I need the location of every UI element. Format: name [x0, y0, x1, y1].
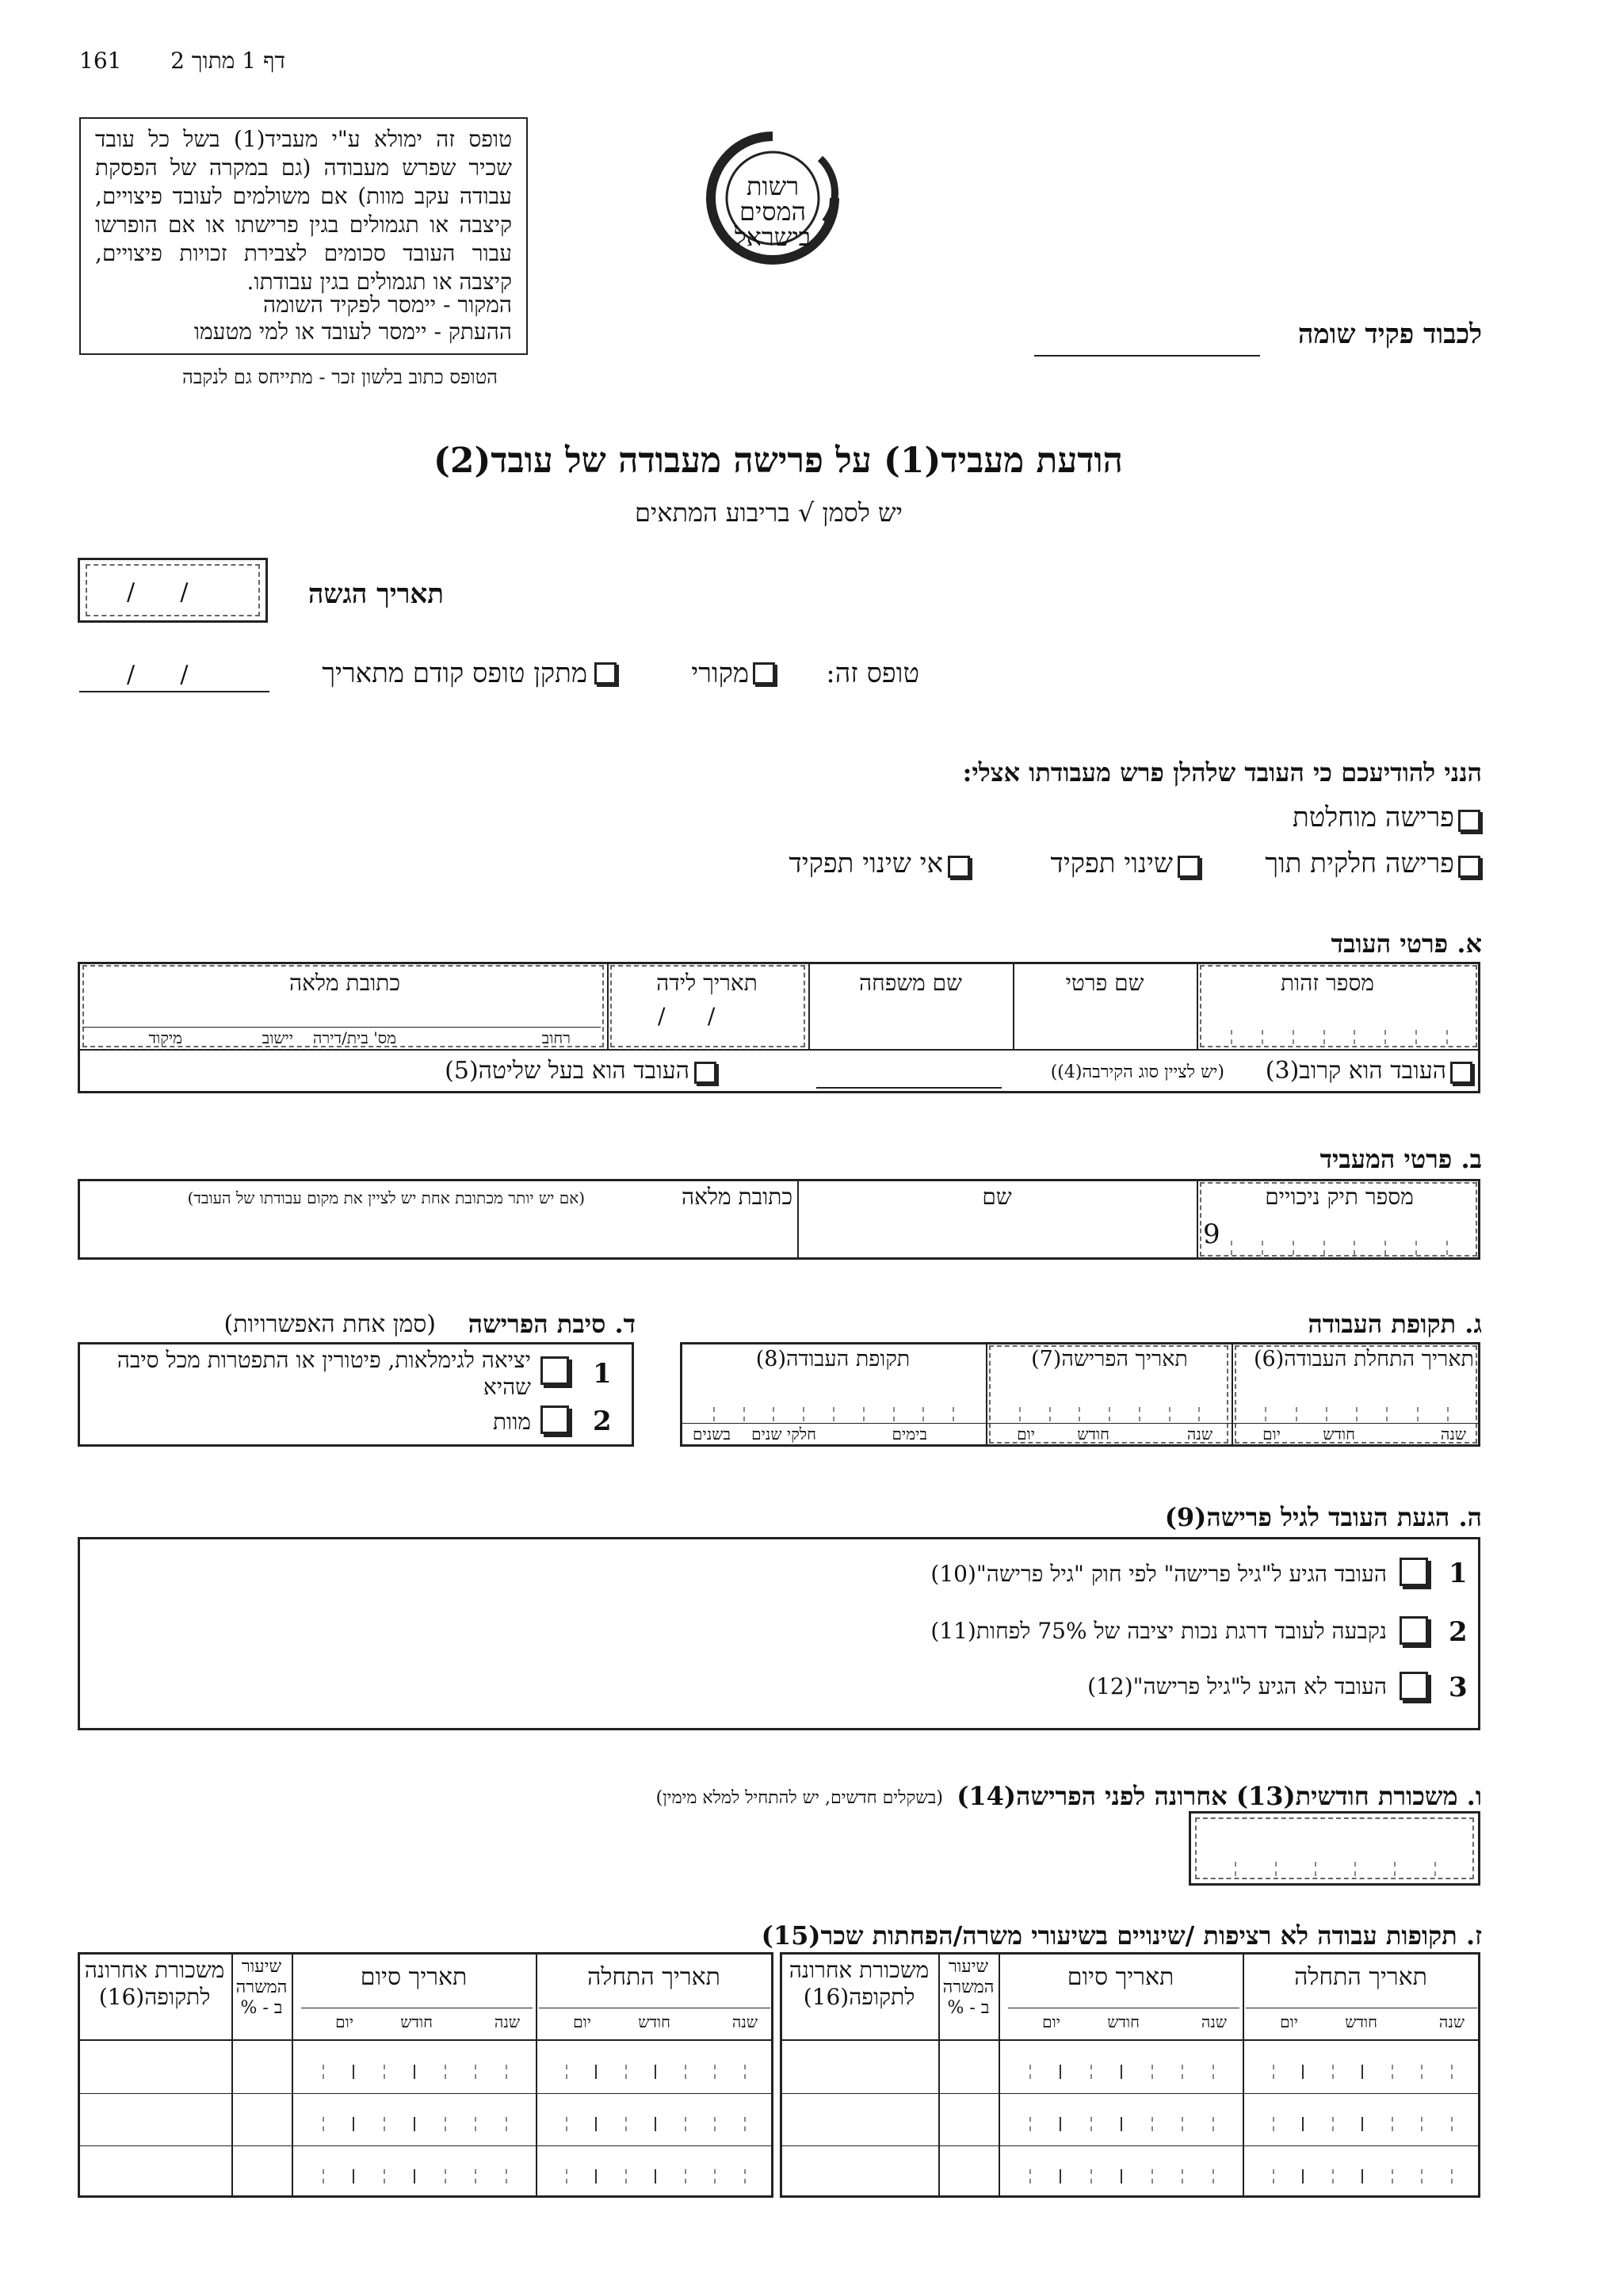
announcement-text: הנני להודיעכם כי העובד שלהלן פרש מעבודתו אצלי: [962, 757, 1482, 788]
form-type-original-checkbox[interactable] [753, 662, 775, 685]
period-days-label: בימים [892, 1425, 927, 1444]
employer-file-no-label: מספר תיק ניכויים [1265, 1184, 1414, 1210]
digit-cell-divider [1354, 1241, 1355, 1255]
section-b-title: ב. פרטי המעביד [1319, 1144, 1482, 1174]
controlling-shareholder-checkbox[interactable] [694, 1062, 716, 1084]
digit-cell-divider [1386, 1407, 1388, 1421]
end-day-left: יום [335, 2012, 353, 2031]
digit-cell-divider [1231, 1241, 1232, 1255]
logo-text-1: רשות [746, 171, 800, 201]
salary-header-right: משכורת אחרונה לתקופה(16) [789, 1957, 930, 2010]
role-change-checkbox[interactable] [1178, 856, 1200, 878]
address-zip-label: מיקוד [148, 1028, 182, 1047]
retire-day-label: יום [1017, 1425, 1035, 1444]
reason-2-label: מוות [492, 1409, 531, 1435]
employee-first-name-label: שם פרטי [1065, 970, 1144, 996]
digit-cell-divider [743, 1407, 745, 1421]
digit-cell-divider [1079, 1407, 1080, 1421]
amend-date-placeholder: / / [127, 661, 189, 688]
retirement-date-label: תאריך הפרישה(7) [1031, 1347, 1188, 1371]
section-v-note: (בשקלים חדשים, יש להתחיל למלא מימין) [655, 1788, 943, 1808]
digit-cell-divider [1354, 1030, 1355, 1044]
relative-checkbox[interactable] [1450, 1062, 1472, 1084]
address-street-label: רחוב [541, 1028, 571, 1047]
end-date-header-left: תאריך סיום [360, 1963, 468, 1991]
digit-cell-divider [833, 1407, 834, 1421]
relative-label: העובד הוא קרוב(3) [1265, 1057, 1446, 1085]
logo-text-3: בישראל [734, 222, 812, 252]
no-role-change-label: אי שינוי תפקיד [789, 848, 943, 879]
reason-2-number: 2 [593, 1405, 612, 1437]
reason-2-checkbox[interactable] [540, 1405, 569, 1434]
digit-cell-divider [1262, 1030, 1263, 1044]
digit-cell-divider [1417, 1407, 1419, 1421]
addressee-line[interactable] [1034, 355, 1260, 357]
notice-text: טופס זה ימולא ע"י מעביד(1) בשל כל עובד שכיר שפרש מעבודה (גם במקרה של הפסקת עבודה עקב מוות) אם משולמים לעובד פיצויים, קיצבה או תגמולים בגין פרישתו או אם הופרשו עבור העובד סכומים לצבירת זכויות פיצויים, קיצבה או תגמולים בגין עבודתו. [95, 126, 512, 295]
start-year-left: שנה [731, 2012, 758, 2031]
digit-cell-divider [1293, 1030, 1294, 1044]
start-day-left: יום [573, 2012, 591, 2031]
digit-cell-divider [1446, 1030, 1448, 1044]
digit-cell-divider [1049, 1407, 1051, 1421]
controlling-shareholder-label: העובד הוא בעל שליטה(5) [445, 1057, 689, 1085]
end-year-left: שנה [494, 2012, 520, 2031]
retirement-age-2-label: נקבעה לעובד דרגת נכות יציבה של 75% לפחות(11) [930, 1618, 1387, 1644]
retirement-age-2-checkbox[interactable] [1400, 1616, 1428, 1645]
form-type-amend-label: מתקן טופס קודם מתאריך [322, 658, 587, 689]
work-period-label: תקופת העבודה(8) [755, 1347, 911, 1371]
end-month-left: חודש [400, 2012, 433, 2031]
period-row-right-3[interactable] [780, 2145, 1480, 2198]
employee-birth-date-label: תאריך לידה [656, 970, 758, 996]
digit-cell-divider [1447, 1407, 1449, 1421]
gender-note: הטופס כתוב בלשון זכר - מתייחס גם לנקבה [182, 366, 498, 388]
end-month-right: חודש [1107, 2012, 1140, 2031]
start-day-right: יום [1280, 2012, 1298, 2031]
start-month-left: חודש [638, 2012, 670, 2031]
retire-year-label: שנה [1186, 1425, 1212, 1444]
digit-cell-divider [1434, 1862, 1436, 1876]
end-date-header-right: תאריך סיום [1067, 1963, 1174, 1991]
period-years-label: בשנים [692, 1425, 731, 1444]
digit-cell-divider [863, 1407, 865, 1421]
section-g-title: ג. תקופת העבודה [1308, 1309, 1482, 1339]
digit-cell-divider [1293, 1241, 1294, 1255]
address-city-label: יישוב [262, 1028, 293, 1047]
form-subtitle: יש לסמן √ בריבוע המתאים [634, 498, 903, 528]
digit-cell-divider [1315, 1862, 1316, 1876]
employee-address-label: כתובת מלאה [289, 970, 400, 996]
digit-cell-divider [922, 1407, 924, 1421]
retire-month-label: חודש [1077, 1425, 1109, 1444]
digit-cell-divider [1275, 1862, 1277, 1876]
start-date-header-left: תאריך התחלה [587, 1963, 720, 1991]
digit-cell-divider [1326, 1407, 1327, 1421]
digit-cell-divider [1198, 1407, 1200, 1421]
partial-retirement-label: פרישה חלקית תוך [1265, 848, 1454, 879]
digit-cell-divider [773, 1407, 774, 1421]
relative-note: (יש לציין סוג הקירבה(4)) [1050, 1062, 1224, 1082]
digit-cell-divider [1169, 1407, 1170, 1421]
digit-cell-divider [803, 1407, 804, 1421]
digit-cell-divider [1296, 1407, 1297, 1421]
period-partial-years-label: חלקי שנים [751, 1425, 816, 1444]
submission-date-label: תאריך הגשה [307, 578, 444, 610]
employer-address-note: (אם יש יותר מכתובת אחת יש לציין את מקום עבודתו של העובד) [187, 1188, 585, 1207]
section-v-title: ו. משכורת חודשית(13) אחרונה לפני הפרישה(14) [957, 1781, 1482, 1811]
section-d-title: ד. סיבת הפרישה [468, 1309, 636, 1339]
digit-cell-divider [1235, 1862, 1236, 1876]
digit-cell-divider [1394, 1862, 1396, 1876]
digit-cell-divider [1139, 1407, 1140, 1421]
digit-cell-divider [953, 1407, 954, 1421]
digit-cell-divider [1265, 1407, 1266, 1421]
period-row-left-3[interactable] [78, 2145, 773, 2198]
amend-date-line[interactable] [79, 691, 269, 692]
section-h-title: ה. הגעת העובד לגיל פרישה(9) [1164, 1502, 1482, 1532]
reason-1-number: 1 [593, 1358, 612, 1390]
relative-type-line[interactable] [816, 1087, 1002, 1089]
submission-date-placeholder: / / [127, 578, 189, 606]
form-type-label: טופס זה: [826, 658, 919, 689]
digit-cell-divider [1019, 1407, 1021, 1421]
logo-text-2: המסים [739, 196, 806, 227]
rate-header-right: שיעור המשרה ב - % [942, 1957, 995, 2018]
salary-header-left: משכורת אחרונה לתקופה(16) [84, 1957, 225, 2010]
retirement-age-1-checkbox[interactable] [1400, 1558, 1428, 1586]
full-retirement-label: פרישה מוחלטת [1292, 802, 1454, 833]
employee-birth-date-placeholder: / / [658, 1003, 716, 1029]
employer-name-label: שם [982, 1184, 1012, 1210]
retirement-age-3-label: העובד לא הגיע ל"גיל פרישה"(12) [1087, 1673, 1387, 1699]
work-start-month-label: חודש [1323, 1425, 1355, 1444]
reason-1-label: יציאה לגימלאות, פיטורין או התפטרות מכל סיבה שהיא [116, 1347, 531, 1400]
retirement-age-1-number: 1 [1449, 1558, 1468, 1589]
period-row-right-2[interactable] [780, 2093, 1480, 2145]
no-role-change-checkbox[interactable] [948, 856, 970, 878]
form-title: הודעת מעביד(1) על פרישה מעבודה של עובד(2) [433, 441, 1123, 481]
rate-header-left: שיעור המשרה ב - % [235, 1957, 288, 2018]
role-change-label: שינוי תפקיד [1050, 848, 1173, 879]
digit-cell-divider [1384, 1030, 1386, 1044]
digit-cell-divider [713, 1407, 715, 1421]
section-d-note: (סמן אחת האפשרויות) [223, 1310, 436, 1338]
digit-cell-divider [1415, 1241, 1417, 1255]
reason-1-checkbox[interactable] [540, 1356, 569, 1385]
address-house-label: מס' בית/דירה [312, 1028, 396, 1047]
work-start-day-label: יום [1262, 1425, 1281, 1444]
digit-cell-divider [1262, 1241, 1263, 1255]
digit-cell-divider [1415, 1030, 1417, 1044]
employee-id-label: מספר זהות [1280, 970, 1374, 996]
form-type-amend-checkbox[interactable] [594, 662, 617, 685]
digit-cell-divider [1354, 1862, 1356, 1876]
page-number: 161 [79, 48, 122, 74]
start-year-right: שנה [1438, 2012, 1465, 2031]
section-z-title: ז. תקופות עבודה לא רציפות /שינויים בשיעורי משרה/הפחתות שכר(15) [761, 1920, 1482, 1951]
employer-address-label: כתובת מלאה [682, 1184, 792, 1210]
period-row-right-1[interactable] [780, 2039, 1480, 2093]
full-retirement-checkbox[interactable] [1458, 810, 1480, 832]
digit-cell-divider [1231, 1030, 1232, 1044]
digit-cell-divider [1384, 1241, 1386, 1255]
retirement-age-1-label: העובד הגיע ל"גיל פרישה" לפי חוק "גיל פרישה"(10) [930, 1561, 1387, 1587]
work-start-year-label: שנה [1440, 1425, 1466, 1444]
form-type-original-label: מקורי [691, 658, 749, 689]
section-a-title: א. פרטי העובד [1331, 929, 1482, 959]
addressee-label: לכבוד פקיד שומה [1297, 318, 1482, 350]
retirement-age-3-checkbox[interactable] [1400, 1672, 1428, 1700]
digit-cell-divider [1323, 1241, 1325, 1255]
work-start-label: תאריך התחלת העבודה(6) [1253, 1347, 1474, 1371]
digit-cell-divider [1446, 1241, 1448, 1255]
retirement-age-2-number: 2 [1449, 1616, 1468, 1648]
start-date-header-right: תאריך התחלה [1294, 1963, 1427, 1991]
sheet-indicator: דף 1 מתוך 2 [170, 48, 285, 74]
digit-cell-divider [893, 1407, 895, 1421]
employer-file-prefix: 9 [1203, 1219, 1220, 1250]
end-year-right: שנה [1201, 2012, 1227, 2031]
partial-retirement-checkbox[interactable] [1458, 856, 1480, 878]
employee-last-name-label: שם משפחה [859, 970, 962, 996]
notice-original: המקור - יימסר לפקיד השומה [263, 292, 512, 318]
digit-cell-divider [1356, 1407, 1358, 1421]
start-month-right: חודש [1345, 2012, 1377, 2031]
digit-cell-divider [1323, 1030, 1325, 1044]
end-day-right: יום [1042, 2012, 1060, 2031]
period-row-left-1[interactable] [78, 2039, 773, 2093]
period-row-left-2[interactable] [78, 2093, 773, 2145]
notice-copy: ההעתק - יימסר לעובד או למי מטעמו [193, 318, 512, 345]
digit-cell-divider [1109, 1407, 1110, 1421]
retirement-age-3-number: 3 [1449, 1672, 1468, 1703]
